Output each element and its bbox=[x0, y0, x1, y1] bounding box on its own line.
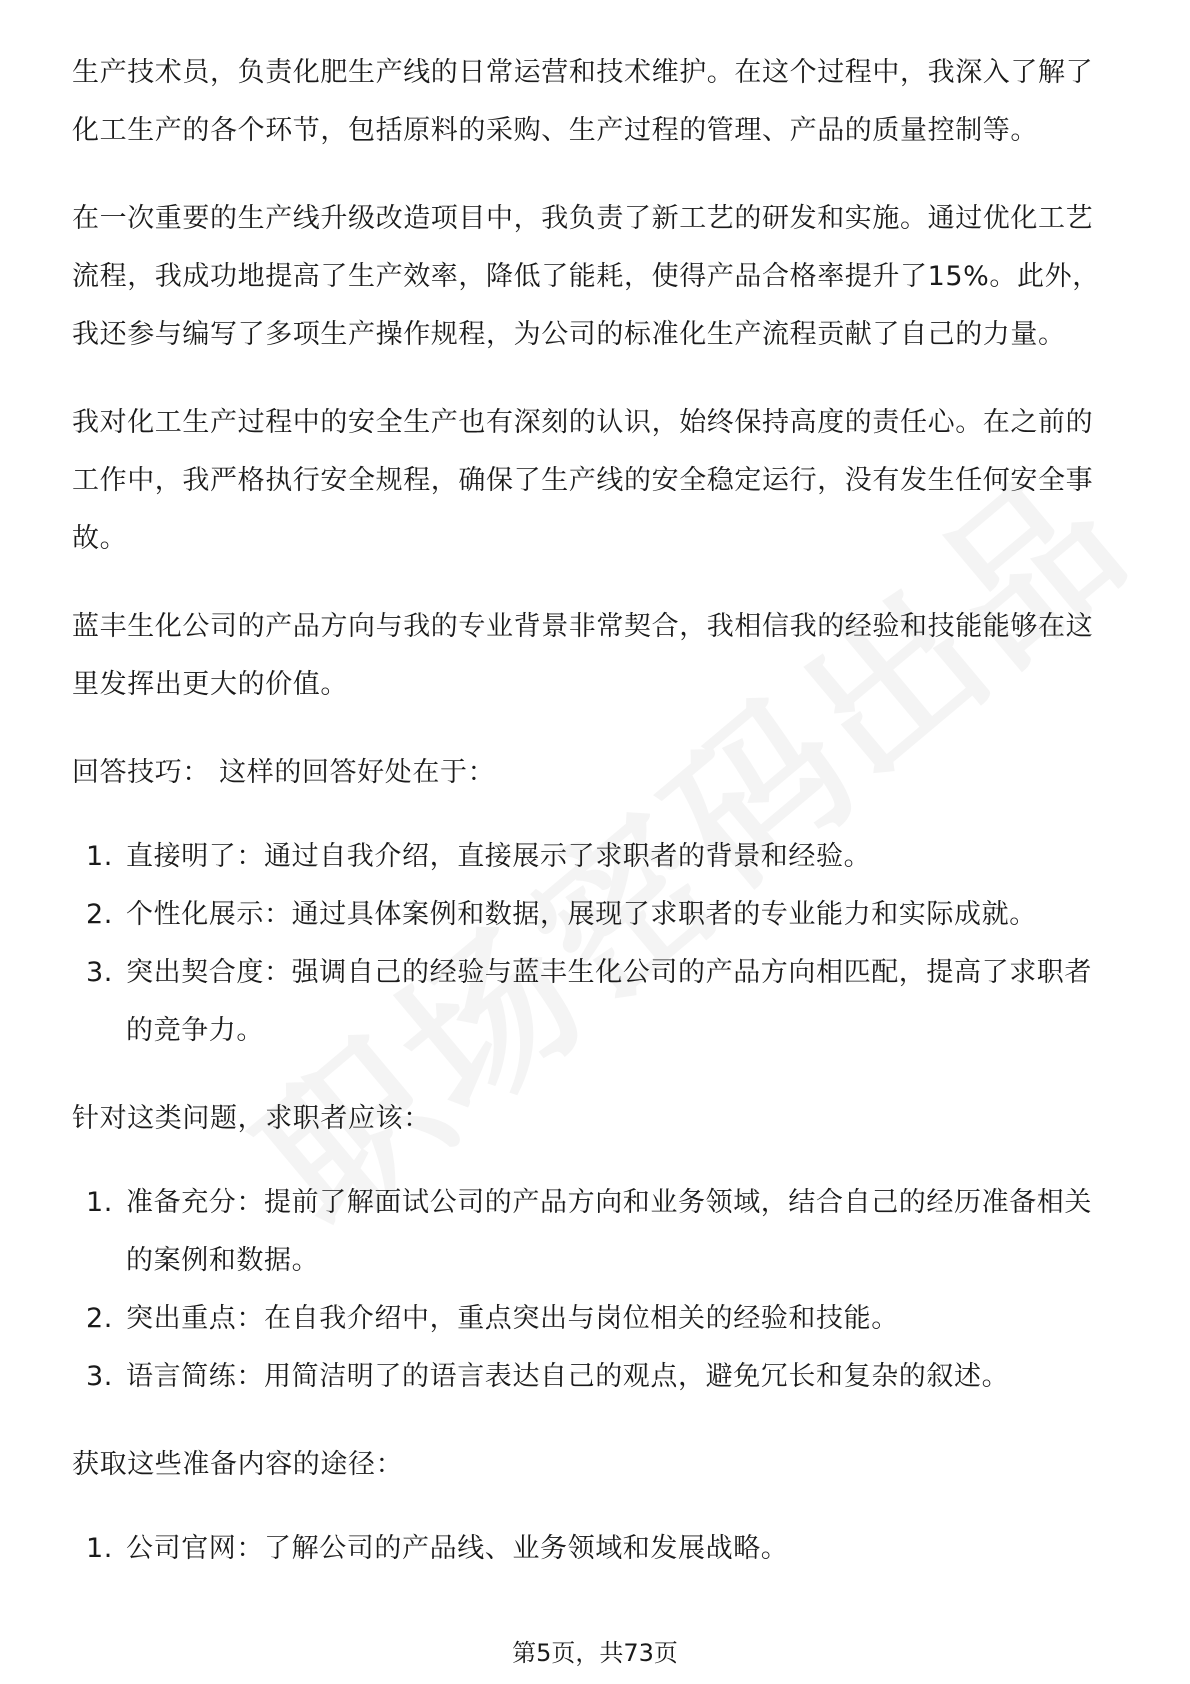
list-number: 2. bbox=[86, 1303, 113, 1334]
list-number: 1. bbox=[86, 1187, 113, 1218]
list-item-text: 突出契合度：强调自己的经验与蓝丰生化公司的产品方向相匹配，提高了求职者的竞争力。 bbox=[126, 957, 1092, 1046]
list-item bbox=[72, 944, 1118, 1060]
paragraph: 我对化工生产过程中的安全生产也有深刻的认识，始终保持高度的责任心。在之前的工作中，我严格执行安全规程，确保了生产线的安全稳定运行，没有发生任何安全事故。 bbox=[72, 407, 1094, 554]
sources-list bbox=[72, 1520, 1118, 1578]
list-item bbox=[72, 828, 1118, 886]
tips-heading: 回答技巧： 这样的回答好处在于： bbox=[72, 757, 496, 788]
list-item-text: 突出重点：在自我介绍中，重点突出与岗位相关的经验和技能。 bbox=[126, 1303, 899, 1334]
list-number: 3. bbox=[86, 1361, 113, 1392]
page-number: 第5页，共73页 bbox=[512, 1639, 678, 1667]
list-number: 2. bbox=[86, 899, 113, 930]
page-footer bbox=[0, 1636, 1190, 1670]
list-item-text: 直接明了：通过自我介绍，直接展示了求职者的背景和经验。 bbox=[126, 841, 872, 872]
list-number: 1. bbox=[86, 1533, 113, 1564]
list-item bbox=[72, 886, 1118, 944]
list-item bbox=[72, 1520, 1118, 1578]
document-body bbox=[72, 44, 1118, 1608]
list-item-text: 语言简练：用简洁明了的语言表达自己的观点，避免冗长和复杂的叙述。 bbox=[126, 1361, 1010, 1392]
list-item bbox=[72, 1348, 1118, 1406]
list-item-text: 公司官网：了解公司的产品线、业务领域和发展战略。 bbox=[126, 1533, 789, 1564]
should-heading: 针对这类问题，求职者应该： bbox=[72, 1103, 431, 1134]
list-item-text: 个性化展示：通过具体案例和数据，展现了求职者的专业能力和实际成就。 bbox=[126, 899, 1037, 930]
list-item-text: 准备充分：提前了解面试公司的产品方向和业务领域，结合自己的经历准备相关的案例和数据。 bbox=[126, 1187, 1092, 1276]
paragraph: 蓝丰生化公司的产品方向与我的专业背景非常契合，我相信我的经验和技能能够在这里发挥出更大的价值。 bbox=[72, 611, 1094, 700]
tips-list bbox=[72, 828, 1118, 1060]
should-list bbox=[72, 1174, 1118, 1406]
paragraph: 在一次重要的生产线升级改造项目中，我负责了新工艺的研发和实施。通过优化工艺流程，我成功地提高了生产效率，降低了能耗，使得产品合格率提升了15%。此外，我还参与编写了多项生产操作规程，为公司的标准化生产流程贡献了自己的力量。 bbox=[72, 203, 1100, 350]
list-item bbox=[72, 1174, 1118, 1290]
list-number: 3. bbox=[86, 957, 113, 988]
sources-heading: 获取这些准备内容的途径： bbox=[72, 1449, 404, 1480]
paragraph: 生产技术员，负责化肥生产线的日常运营和技术维护。在这个过程中，我深入了解了化工生产的各个环节，包括原料的采购、生产过程的管理、产品的质量控制等。 bbox=[72, 57, 1094, 146]
list-number: 1. bbox=[86, 841, 113, 872]
list-item bbox=[72, 1290, 1118, 1348]
